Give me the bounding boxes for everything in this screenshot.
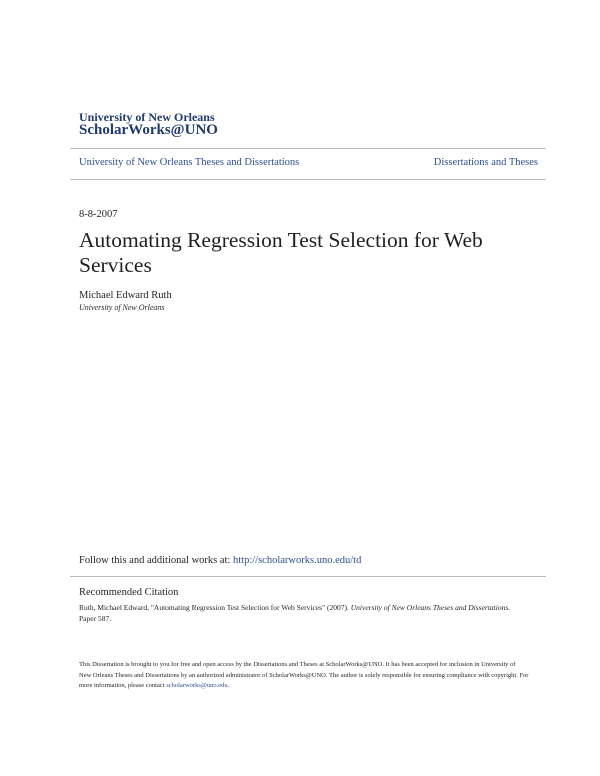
citation-paper: Paper 587.	[79, 614, 112, 623]
nav-divider	[70, 179, 546, 180]
follow-divider	[70, 576, 546, 577]
citation-text	[79, 602, 519, 624]
collection-link[interactable]: University of New Orleans Theses and Dissertations	[79, 157, 300, 168]
citation-heading: Recommended Citation	[79, 587, 179, 598]
document-title: Automating Regression Test Selection for Web Services	[79, 228, 483, 277]
access-notice	[79, 660, 529, 692]
publication-date: 8-8-2007	[79, 209, 118, 220]
follow-line	[79, 555, 361, 566]
author-name: Michael Edward Ruth	[79, 290, 172, 301]
contact-email-link[interactable]: scholarworks@uno.edu	[166, 682, 228, 689]
repository-name: ScholarWorks@UNO	[79, 122, 218, 138]
institution-name: University of New Orleans	[79, 110, 215, 124]
author-affiliation: University of New Orleans	[79, 303, 165, 312]
notice-end: .	[227, 682, 230, 689]
notice-text: This Dissertation is brought to you for free and open access by the Dissertations and Theses at ScholarWorks@UNO. It has been accepted for inclusion in University of New Orleans Theses and Dissertations by an authorized administrator of ScholarWorks@UNO. The author is solely responsible for ensuring compliance with copyright. For more information, please contact	[79, 661, 529, 689]
top-divider	[70, 148, 546, 149]
citation-series: University of New Orleans Theses and Dissertations.	[350, 603, 511, 612]
dissertations-link[interactable]: Dissertations and Theses	[433, 157, 538, 168]
citation-plain: Ruth, Michael Edward, "Automating Regression Test Selection for Web Services" (2007).	[79, 603, 351, 612]
collection-url-link[interactable]: http://scholarworks.uno.edu/td	[233, 555, 362, 566]
follow-text: Follow this and additional works at:	[79, 555, 233, 566]
